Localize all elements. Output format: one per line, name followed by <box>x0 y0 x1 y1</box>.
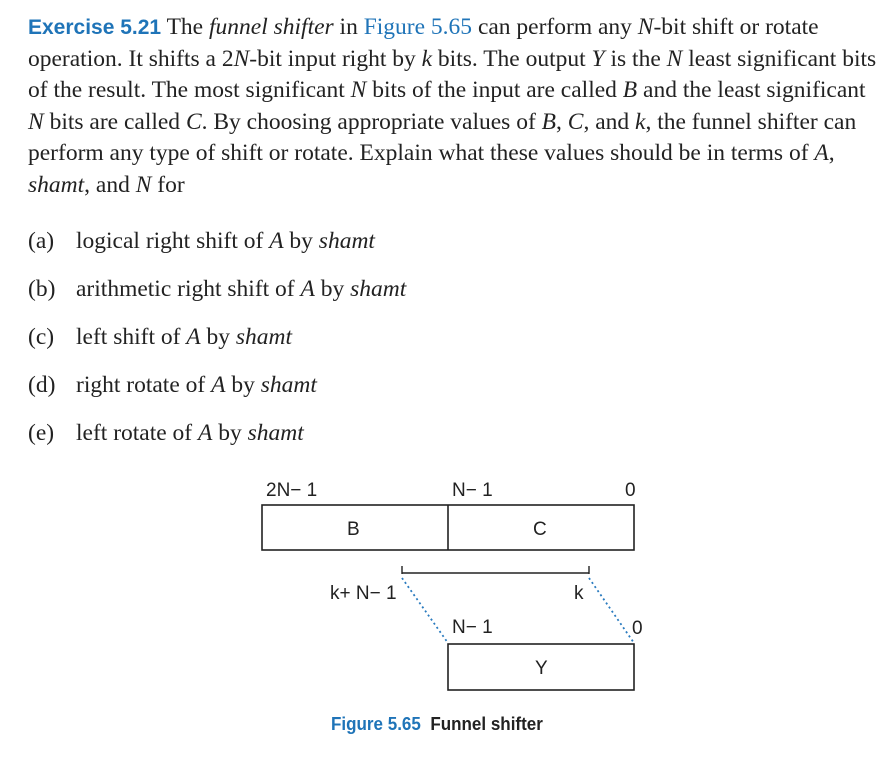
var-k: k <box>421 45 433 72</box>
caption-label: Figure 5.65 <box>331 713 421 734</box>
exercise-text: for <box>151 171 185 198</box>
var-shamt: shamt <box>260 372 317 398</box>
exercise-text: bits. The output <box>432 45 592 72</box>
part-text: by <box>314 276 351 302</box>
part-label: (d) <box>28 372 56 398</box>
var-shamt: shamt <box>350 276 407 302</box>
var-A: A <box>211 372 226 398</box>
var-N: N <box>637 14 654 40</box>
label-k-plus-n-minus-1: k+ N− 1 <box>330 583 397 604</box>
var-N: N <box>135 171 152 198</box>
var-A: A <box>814 140 829 167</box>
exercise-label: Exercise 5.21 <box>28 16 162 39</box>
part-label: (e) <box>28 420 55 446</box>
figure-link[interactable]: Figure 5.65 <box>363 14 473 40</box>
term-funnel-shifter: funnel shifter <box>209 14 334 40</box>
part-text: logical right shift of <box>76 228 270 254</box>
funnel-left-dotted-line <box>402 578 448 643</box>
var-N: N <box>666 45 683 72</box>
box-C-label: C <box>533 519 547 540</box>
exercise-text: in <box>333 14 364 40</box>
part-label: (c) <box>28 324 55 350</box>
label-0-out: 0 <box>632 618 643 639</box>
funnel-right-dotted-line <box>589 578 634 643</box>
exercise-text: , <box>828 140 835 167</box>
label-2n-minus-1: 2N− 1 <box>266 480 318 501</box>
var-Y: Y <box>591 45 605 72</box>
exercise-text: is the <box>604 45 667 72</box>
var-N: N <box>233 45 250 72</box>
var-N: N <box>28 108 44 135</box>
var-C: C <box>185 108 202 135</box>
exercise-text: -bit input right by <box>249 45 422 72</box>
exercise-text: bits are called <box>43 108 186 135</box>
var-A: A <box>198 420 213 446</box>
var-N: N <box>350 77 367 104</box>
label-n-minus-1-out: N− 1 <box>452 617 493 638</box>
exercise-text: can perform any <box>472 14 638 40</box>
exercise-text: -bit shift or rotate operation. It shifts a 2 <box>28 14 819 72</box>
var-shamt: shamt <box>318 228 375 254</box>
var-C: C <box>567 108 584 135</box>
part-text: arithmetic right shift of <box>76 276 301 302</box>
caption-title: Funnel shifter <box>430 713 543 734</box>
var-shamt: shamt <box>28 171 85 198</box>
var-A: A <box>300 276 315 302</box>
exercise-text: , <box>556 108 568 135</box>
exercise-text: , and <box>583 108 635 135</box>
exercise-text: , and <box>84 171 136 198</box>
box-Y-label: Y <box>535 658 548 679</box>
var-k: k <box>635 108 646 135</box>
part-label: (b) <box>28 276 56 302</box>
var-shamt: shamt <box>247 420 304 446</box>
var-B: B <box>541 108 556 135</box>
exercise-text: and the least significant <box>637 77 866 104</box>
exercise-text: The <box>161 14 209 40</box>
exercise-text: . By choosing appropriate values of <box>201 108 542 135</box>
part-text: by <box>225 372 261 398</box>
box-B-label: B <box>347 519 360 540</box>
part-text: by <box>283 228 319 254</box>
var-B: B <box>622 77 638 104</box>
exercise-text: least significant bits of the result. The most significant <box>28 45 877 104</box>
exercise-text: , the funnel shifter can perform any type of shift or rotate. Explain what these values should be in terms of <box>28 108 857 167</box>
exercise-text: bits of the input are called <box>366 77 623 104</box>
label-0-top: 0 <box>625 480 636 501</box>
part-label: (a) <box>28 228 55 254</box>
part-text: right rotate of <box>76 372 212 398</box>
var-shamt: shamt <box>235 324 293 350</box>
part-text: by <box>200 324 236 350</box>
var-A: A <box>269 228 284 254</box>
part-text: by <box>212 420 248 446</box>
label-k: k <box>574 583 584 604</box>
part-text: left shift of <box>76 324 187 350</box>
var-A: A <box>186 324 201 350</box>
figure-caption <box>331 713 543 735</box>
part-text: left rotate of <box>76 420 199 446</box>
label-n-minus-1-top: N− 1 <box>452 480 493 501</box>
